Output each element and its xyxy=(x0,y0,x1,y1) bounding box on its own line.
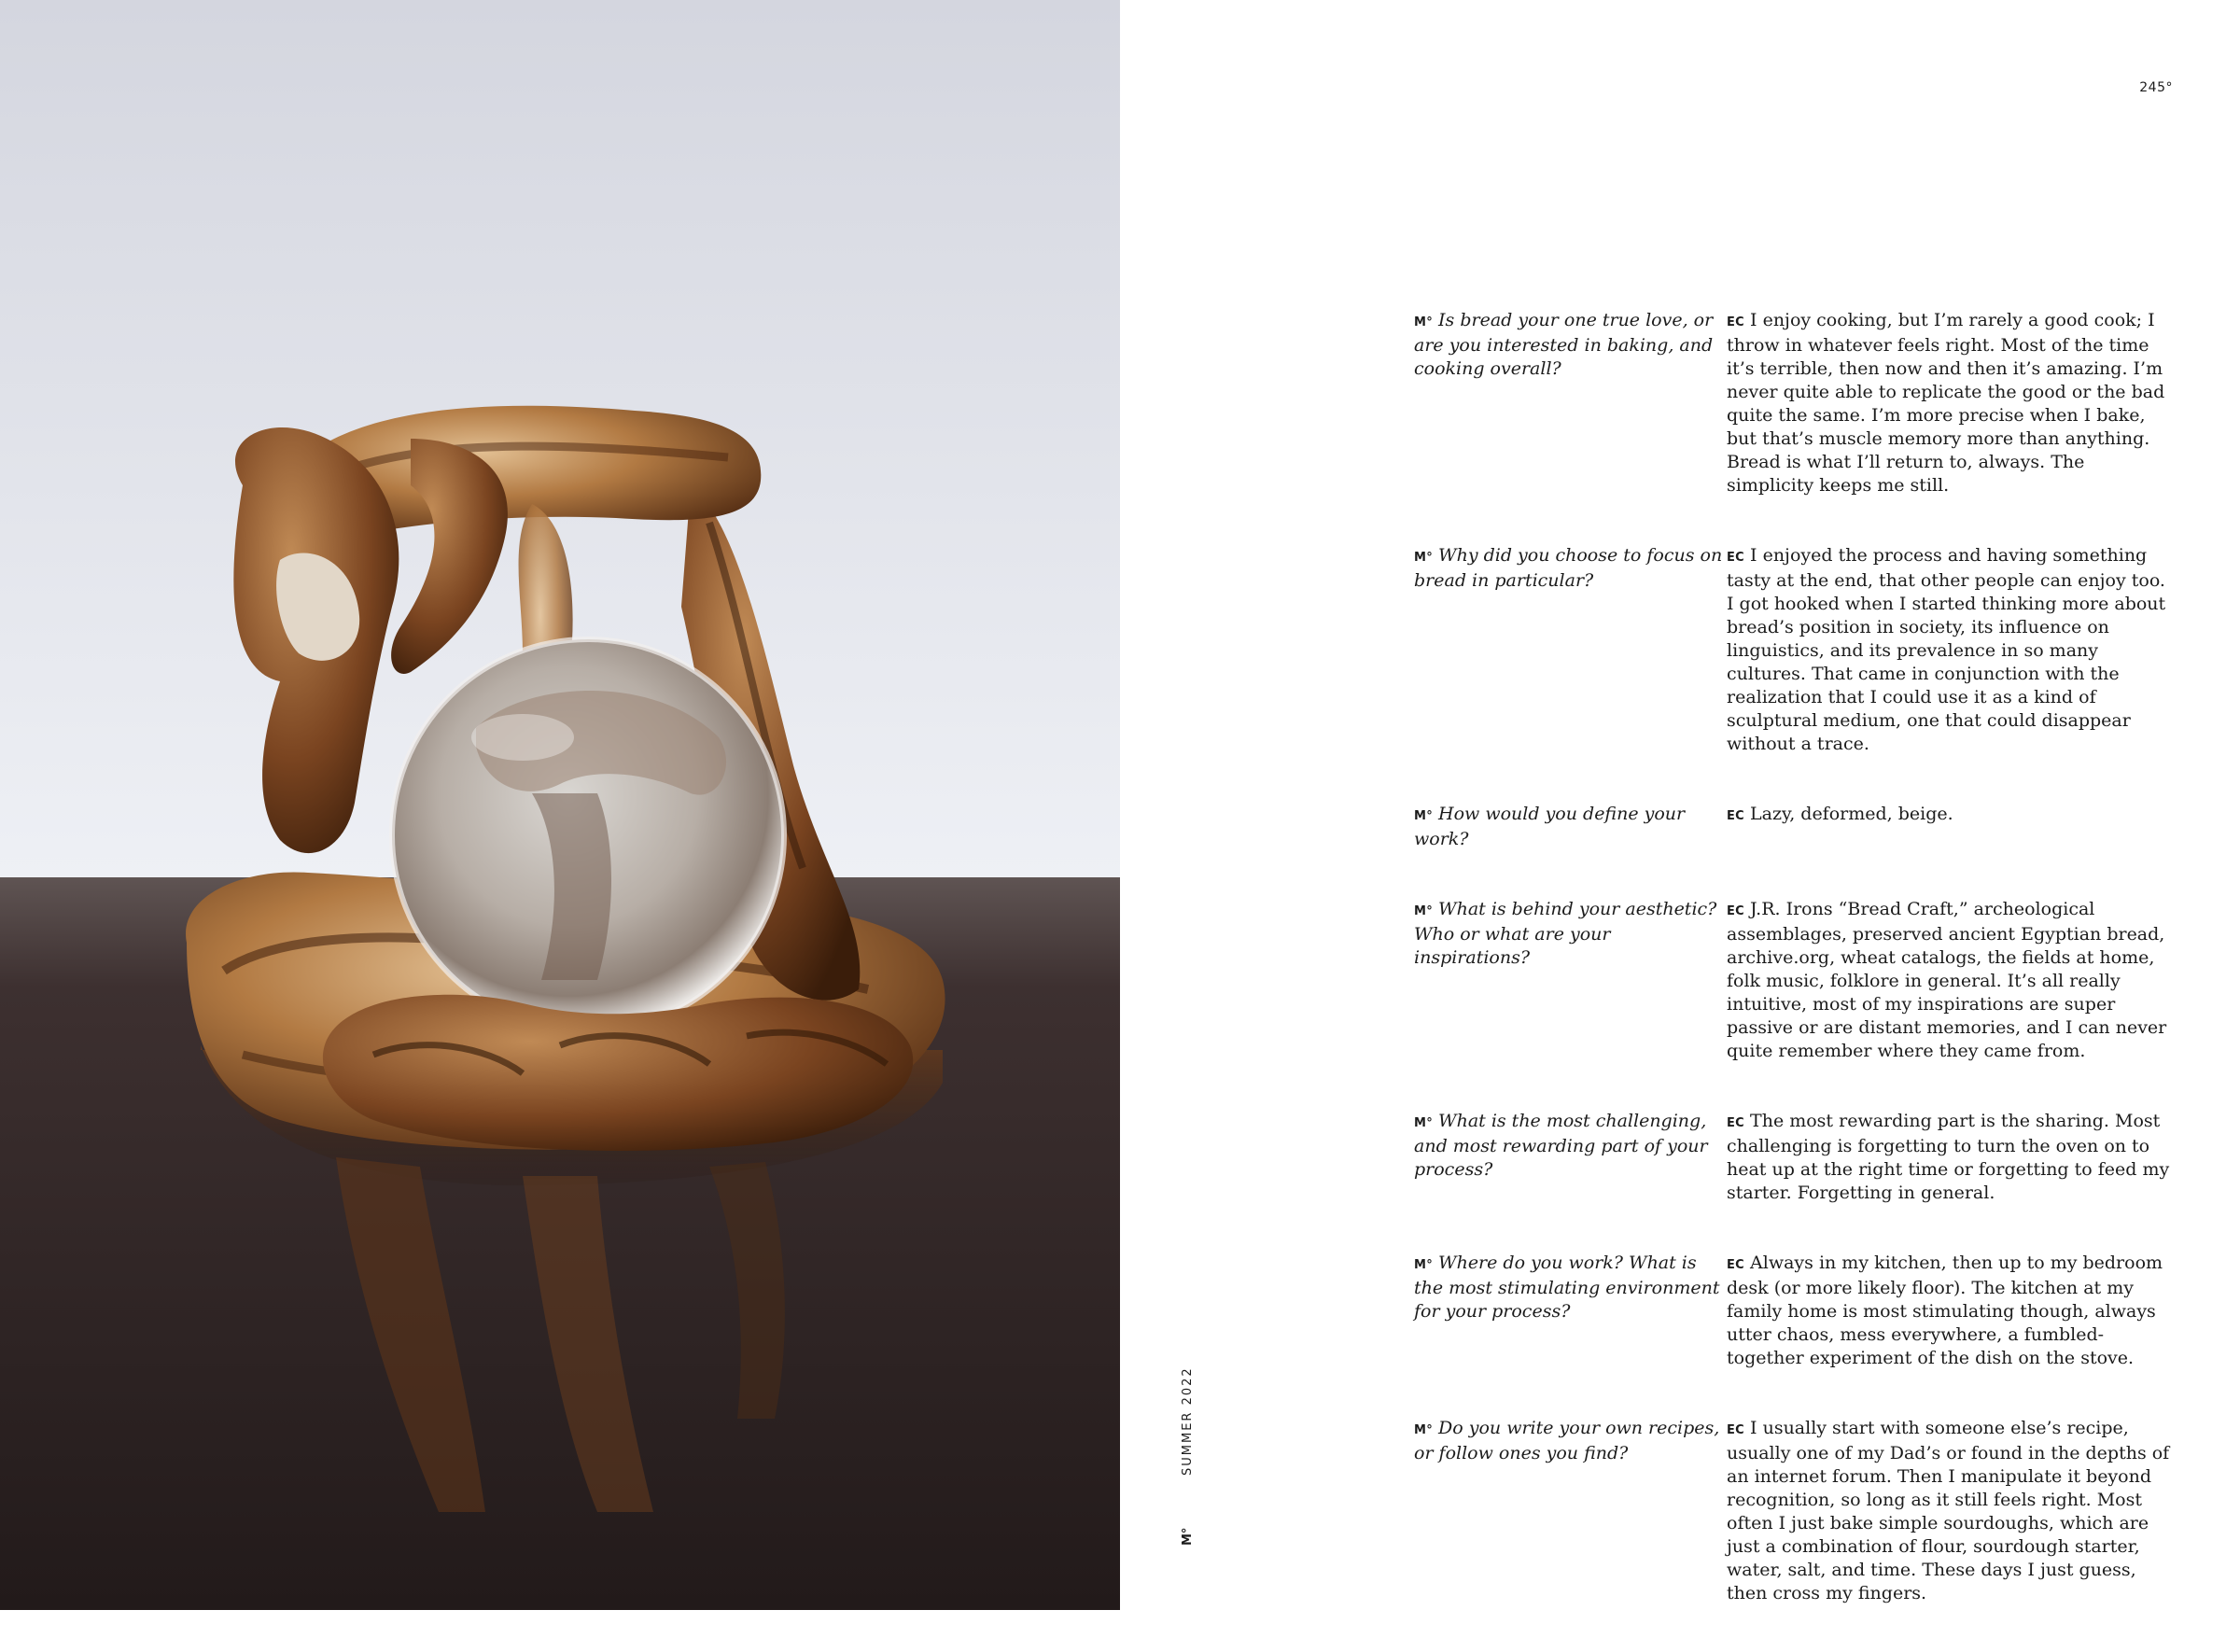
answer xyxy=(1727,1110,2175,1205)
answer xyxy=(1727,1252,2175,1370)
qa-item xyxy=(1414,309,2175,497)
photo-bread-sculpture xyxy=(0,0,1120,1610)
respondent-tag: EC xyxy=(1727,551,1745,565)
question xyxy=(1414,1417,1727,1465)
answer xyxy=(1727,1417,2175,1605)
question-text: Where do you work? What is the most stimulating environment for your process? xyxy=(1414,1253,1720,1322)
question-text: Do you write your own recipes, or follow ones you find? xyxy=(1414,1418,1720,1463)
question xyxy=(1414,1110,1727,1182)
interviewer-tag: M° xyxy=(1414,904,1434,918)
interviewer-tag: M° xyxy=(1414,1258,1434,1272)
answer-text: I enjoy cooking, but I’m rarely a good cook; I throw in whatever feels right. Most of the time it’s terrible, then now and then it’s amazing. I’m never quite able to replicate the good or the bad quite the same. I’m more precise when I bake, but that’s muscle memory more than anything. Bread is what I’ll return to, always. The simplicity keeps me still. xyxy=(1727,310,2165,496)
qa-item xyxy=(1414,898,2175,1063)
question xyxy=(1414,544,1727,593)
interviewer-tag: M° xyxy=(1414,1116,1434,1130)
answer xyxy=(1727,544,2175,756)
interview xyxy=(1414,309,2175,1652)
masthead-mark: M° xyxy=(1181,1527,1195,1546)
answer-text: Lazy, deformed, beige. xyxy=(1750,804,1953,824)
spine-footer xyxy=(1181,1368,1199,1546)
qa-item xyxy=(1414,1417,2175,1605)
respondent-tag: EC xyxy=(1727,1116,1745,1130)
respondent-tag: EC xyxy=(1727,1258,1745,1272)
answer-text: Always in my kitchen, then up to my bedroom desk (or more likely floor). The kitchen at my family home is most stimulating though, always utter chaos, mess everywhere, a fumbled-together experiment of the dish on the stove. xyxy=(1727,1253,2163,1368)
question-text: Is bread your one true love, or are you interested in baking, and cooking overall? xyxy=(1414,310,1714,379)
question xyxy=(1414,1252,1727,1323)
qa-item xyxy=(1414,1110,2175,1205)
page-number: 245° xyxy=(2139,80,2173,95)
respondent-tag: EC xyxy=(1727,904,1745,918)
respondent-tag: EC xyxy=(1727,315,1745,329)
qa-item xyxy=(1414,1252,2175,1370)
interviewer-tag: M° xyxy=(1414,809,1434,823)
answer xyxy=(1727,898,2175,1063)
issue-season: SUMMER 2022 xyxy=(1181,1366,1195,1476)
answer-text: The most rewarding part is the sharing. Most challenging is forgetting to turn the oven on to heat up at the right time or forgetting to feed my starter. Forgetting in general. xyxy=(1727,1111,2170,1203)
answer-text: I enjoyed the process and having something tasty at the end, that other people can enjoy too. I got hooked when I started thinking more about bread’s position in society, its influence on linguistics, and its prevalence in so many cultures. That came in conjunction with the realization that I could use it as a kind of sculptural medium, one that could disappear without a trace. xyxy=(1727,545,2166,754)
respondent-tag: EC xyxy=(1727,1423,1745,1437)
answer-text: I usually start with someone else’s recipe, usually one of my Dad’s or found in the depths of an internet forum. Then I manipulate it beyond recognition, so long as it still feels right. Most often I just bake simple sourdoughs, which are just a combination of flour, sourdough starter, water, salt, and time. These days I just guess, then cross my fingers. xyxy=(1727,1418,2170,1603)
question xyxy=(1414,898,1727,970)
question-text: What is the most challenging, and most rewarding part of your process? xyxy=(1414,1111,1708,1180)
question xyxy=(1414,309,1727,381)
answer-text: J.R. Irons “Bread Craft,” archeological assemblages, preserved ancient Egyptian bread, archive.org, wheat catalogs, the fields at home, folk music, folklore in general. It’s all really intuitive, most of my inspirations are super passive or are distant memories, and I can never quite remember where they came from. xyxy=(1727,899,2167,1061)
answer xyxy=(1727,803,2175,828)
question-text: How would you define your work? xyxy=(1414,804,1686,849)
bread-sculpture-illustration xyxy=(0,0,1120,1610)
respondent-tag: EC xyxy=(1727,809,1745,823)
qa-item xyxy=(1414,803,2175,851)
question xyxy=(1414,803,1727,851)
qa-item xyxy=(1414,544,2175,756)
question-text: Why did you choose to focus on bread in particular? xyxy=(1414,545,1723,591)
interviewer-tag: M° xyxy=(1414,551,1434,565)
interviewer-tag: M° xyxy=(1414,1423,1434,1437)
interviewer-tag: M° xyxy=(1414,315,1434,329)
answer xyxy=(1727,309,2175,497)
question-text: What is behind your aesthetic? Who or what are your inspirations? xyxy=(1414,899,1717,968)
